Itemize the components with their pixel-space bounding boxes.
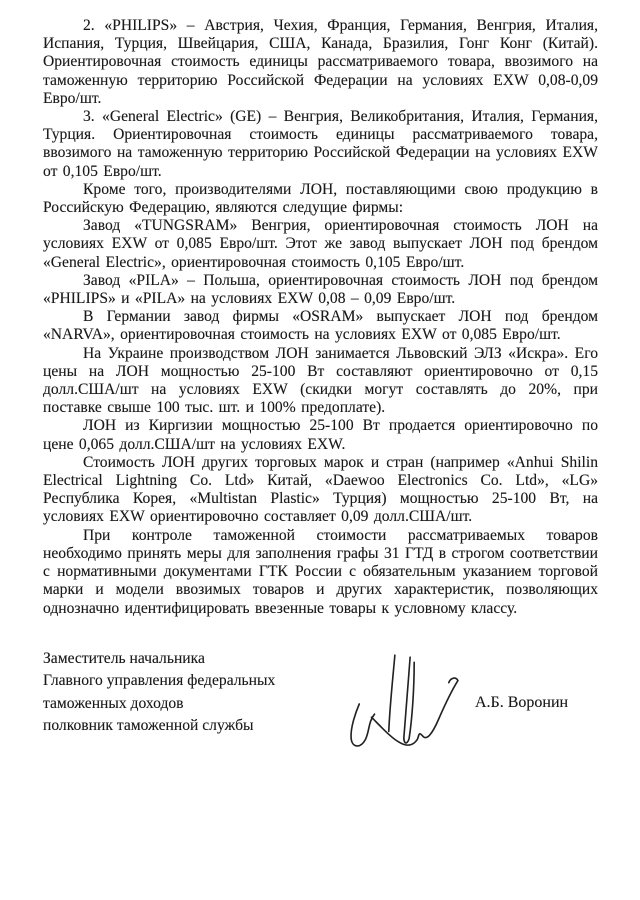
paragraph-tungsram: Завод «TUNGSRAM» Венгрия, ориентировочная стоимость ЛОН на условиях EXW от 0,085 Евро/шт. Этот же завод выпускает ЛОН под брендом «General Electric», ориентировочная стоимость 0,105 Евро/шт.: [43, 217, 598, 271]
handwritten-signature-icon: [343, 650, 463, 758]
paragraph-kyrgyzstan: ЛОН из Киргизии мощностью 25-100 Вт продается ориентировочно по цене 0,065 долл.США/шт на условиях EXW.: [43, 417, 598, 453]
signatory-title-line-4: полковник таможенной службы: [43, 717, 254, 735]
signatory-title-line-1: Заместитель начальника: [43, 650, 205, 667]
signatory-name: А.Б. Воронин: [475, 694, 569, 711]
paragraph-pila: Завод «PILA» – Польша, ориентировочная стоимость ЛОН под брендом «PHILIPS» и «PILA» на условиях EXW 0,08 – 0,09 Евро/шт.: [43, 271, 598, 308]
signatory-title-line-3: таможенных доходов: [43, 694, 184, 712]
paragraph-philips: 2. «PHILIPS» – Австрия, Чехия, Франция, Германия, Венгрия, Италия, Испания, Турция, Швейцария, США, Канада, Бразилия, Гонг Конг (Китай). Ориентировочная стоимость единицы рассматриваемого товара, ввозимого на таможенную территорию Российской Федерации на условиях EXW 0,08-0,09 Евро/шт.: [43, 17, 598, 107]
paragraph-customs-control: При контроле таможенной стоимости рассматриваемых товаров необходимо принять меры для заполнения графы 31 ГТД в строгом соответствии с нормативными документами ГТК России с обязательным указанием торговой марки и модели ввозимых товаров и других характеристик, позволяющих однозначно идентифицировать ввезенные товары к условному классу.: [43, 526, 598, 617]
signature-block: [43, 648, 598, 788]
signatory-title-line-2: Главного управления федеральных: [43, 672, 276, 690]
document-body: [43, 17, 598, 618]
paragraph-other-brands: Стоимость ЛОН других торговых марок и стран (например «Anhui Shilin Electrical Lightning Co. Ltd» Китай, «Daewoo Electronics Co. Ltd», «LG» Республика Корея, «Multistan Plastic» Турция) мощностью 25-100 Вт, на условиях EXW ориентировочно составляет 0,09 долл.США/шт.: [43, 453, 598, 526]
paragraph-other-manufacturers-intro: Кроме того, производителями ЛОН, поставляющими свою продукцию в Российскую Федерацию, являются следущие фирмы:: [43, 180, 598, 217]
paragraph-ukraine-iskra: На Украине производством ЛОН занимается Львовский ЭЛЗ «Искра». Его цены на ЛОН мощностью 25-100 Вт составляют ориентировочно от 0,15 долл.США/шт на условиях EXW (скидки могут составлять до 20%, при поставке свыше 100 тыс. шт. и 100% предоплате).: [43, 344, 598, 417]
paragraph-osram-narva: В Германии завод фирмы «OSRAM» выпускает ЛОН под брендом «NARVA», ориентировочная стоимость на условиях EXW от 0,085 Евро/шт.: [43, 308, 598, 344]
paragraph-general-electric: 3. «General Electric» (GE) – Венгрия, Великобритания, Италия, Германия, Турция. Ориентировочная стоимость единицы рассматриваемого товара, ввозимого на таможенную территорию Российской Федерации на условиях EXW от 0,105 Евро/шт.: [43, 108, 598, 180]
signatory-title: [43, 648, 343, 738]
